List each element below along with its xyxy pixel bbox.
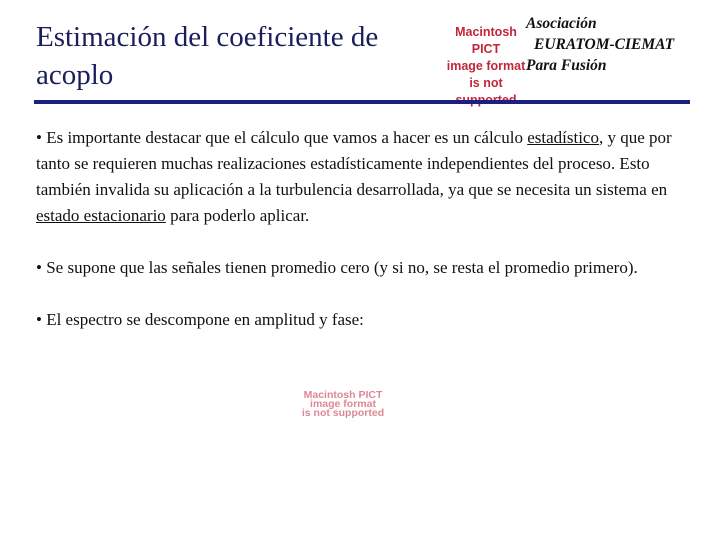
bullet-text: para poderlo aplicar. xyxy=(165,206,310,225)
slide-body xyxy=(36,125,686,359)
bullet-item: • Se supone que las señales tienen promedio cero (y si no, se resta el promedio primero). xyxy=(36,258,638,277)
org-line-2: EURATOM-CIEMAT xyxy=(534,36,675,53)
placeholder-line: image format xyxy=(446,59,526,73)
placeholder-line: is not xyxy=(469,76,503,90)
placeholder-line: Macintosh PICT xyxy=(455,25,517,56)
underlined-term: estadístico xyxy=(527,128,599,147)
equation-image-placeholder xyxy=(258,391,428,418)
bullet-item: • El espectro se descompone en amplitud y fase: xyxy=(36,310,364,329)
bullet-text: • Es importante destacar que el cálculo que vamos a hacer es un cálculo xyxy=(36,128,528,147)
slide-title: Estimación del coeficiente de acoplo xyxy=(36,21,379,91)
bullet-text: , y que por tanto se requieren muchas realizaciones estadísticamente independientes del proceso. Esto también invalida su aplicación a la turbulencia desarrollada, ya que se necesita un sistema en xyxy=(36,128,672,199)
placeholder-line: image format xyxy=(310,398,376,410)
organization-label xyxy=(526,13,716,76)
header-image-placeholder xyxy=(443,24,529,109)
org-line-3: Para Fusión xyxy=(526,57,607,74)
placeholder-line: is not supported xyxy=(301,407,385,419)
org-line-1: Asociación xyxy=(526,15,597,32)
underlined-term: estado estacionario xyxy=(36,206,166,225)
bullet-item xyxy=(36,125,686,229)
placeholder-line: Macintosh PICT xyxy=(303,389,383,401)
title-divider xyxy=(34,100,690,104)
